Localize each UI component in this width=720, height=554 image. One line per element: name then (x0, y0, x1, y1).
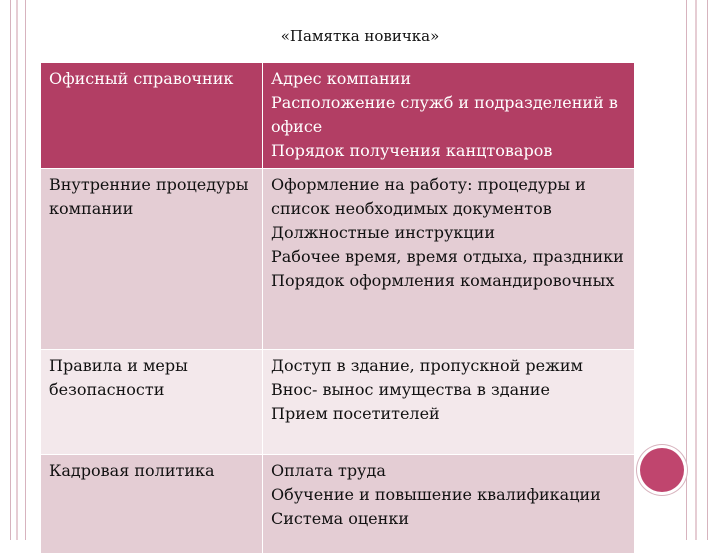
items-cell (263, 63, 635, 169)
topic-cell: Внутренние процедуры компании (41, 169, 263, 350)
topic-cell: Кадровая политика (41, 455, 263, 554)
item-text: Порядок оформления командировочных (271, 271, 615, 290)
items-cell (263, 455, 635, 554)
topic-cell: Правила и меры безопасности (41, 350, 263, 455)
table-row (41, 169, 635, 350)
left-decorative-frame (10, 0, 26, 540)
item-text: Доступ в здание, пропускной режим (271, 356, 583, 375)
item-text: Адрес компании (271, 69, 411, 88)
page-title: «Памятка новичка» (280, 27, 440, 45)
item-text: Система оценки (271, 509, 409, 528)
table-row (41, 350, 635, 455)
item-text: Оплата труда (271, 461, 386, 480)
item-text: Обучение и повышение квалификации (271, 485, 601, 504)
item-text: Расположение служб и подразделений в офисе (271, 93, 618, 136)
item-text: Оформление на работу: процедуры и список необходимых документов (271, 175, 586, 218)
topic-cell: Офисный справочник (41, 63, 263, 169)
table-row (41, 455, 635, 554)
items-cell (263, 169, 635, 350)
item-text: Должностные инструкции (271, 223, 495, 242)
item-text: Порядок получения канцтоваров (271, 141, 553, 160)
item-text: Прием посетителей (271, 404, 440, 423)
memo-table (40, 62, 635, 554)
table-row (41, 63, 635, 169)
item-text: Внос- вынос имущества в здание (271, 380, 550, 399)
decorative-circle (640, 448, 684, 492)
items-cell (263, 350, 635, 455)
item-text: Рабочее время, время отдыха, праздники (271, 247, 624, 266)
right-decorative-frame (686, 0, 708, 540)
